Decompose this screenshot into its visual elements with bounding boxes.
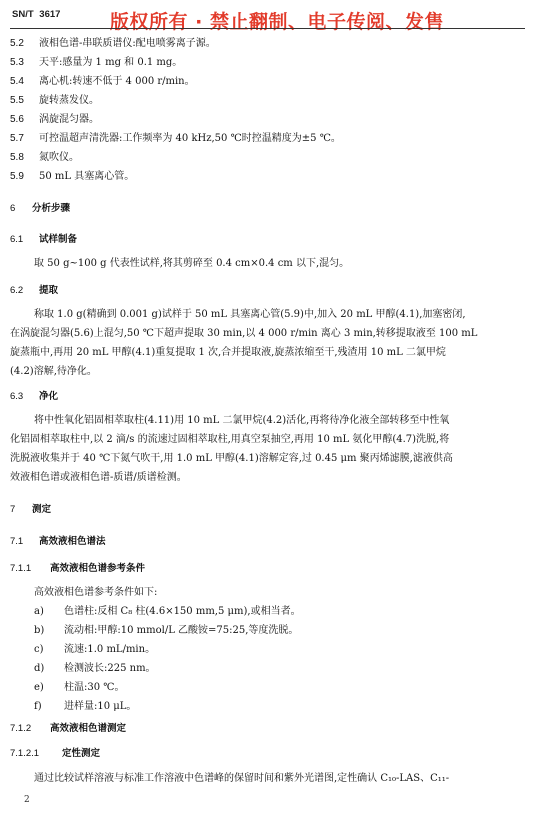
list-item-5-5 [10, 94, 99, 108]
paragraph-6-1: 取 50 g~100 g 代表性试样,将其剪碎至 0.4 cm×0.4 cm 以下,混匀。 [34, 258, 350, 269]
heading-title: 高效液相色谱法 [39, 536, 106, 547]
item-number: 5.5 [10, 95, 24, 106]
heading-title: 净化 [39, 391, 59, 402]
copyright-watermark: 版权所有 · 禁止翻制、电子传阅、发售 [110, 11, 444, 33]
item-text: 可控温超声清洗器:工作频率为 40 kHz,50 ℃时控温精度为±5 ℃。 [39, 133, 341, 144]
heading-7-1-2: 7.1.2 高效液相色谱测定 [10, 723, 127, 734]
heading-6: 6 分析步骤 [10, 203, 71, 214]
page-number: 2 [24, 795, 30, 805]
paragraph-6-2-line2: 在涡旋混匀器(5.6)上混匀,50 ℃下超声提取 30 min,以 4 000 r/min 离心 3 min,转移提取液至 100 mL [10, 328, 478, 339]
heading-7-1: 7.1 高效液相色谱法 [10, 536, 106, 547]
heading-title: 试样制备 [39, 234, 78, 245]
item-number: 5.4 [10, 76, 24, 87]
item-number: 5.3 [10, 57, 24, 68]
item-text: 50 mL 具塞离心管。 [39, 171, 135, 182]
heading-title: 提取 [39, 285, 59, 296]
heading-6-1: 6.1 试样制备 [10, 234, 78, 245]
item-text: 液相色谱-串联质谱仪:配电喷雾离子源。 [39, 38, 216, 49]
paragraph-6-3-line4: 效液相色谱或液相色谱-质谱/质谱检测。 [10, 472, 187, 483]
paragraph-6-2-line3: 旋蒸瓶中,再用 20 mL 甲醇(4.1)重复提取 1 次,合并提取液,旋蒸浓缩至干,残渣用 10 mL 二氯甲烷 [10, 347, 446, 358]
heading-6-3: 6.3 净化 [10, 391, 59, 402]
condition-item-a: a) 色谱柱:反相 C₈ 柱(4.6×150 mm,5 μm),或相当者。 [34, 606, 301, 617]
item-text: 氮吹仪。 [39, 152, 79, 163]
standard-code-header [12, 9, 60, 20]
heading-7-1-2-1: 7.1.2.1 定性测定 [10, 748, 101, 759]
item-number: 5.9 [10, 171, 24, 182]
item-number: 5.7 [10, 133, 24, 144]
standard-number: 3617 [39, 9, 61, 20]
paragraph-6-3-line3: 洗脱液收集并于 40 ℃下氮气吹干,用 1.0 mL 甲醇(4.1)溶解定容,过 0.45 μm 聚丙烯滤膜,滤液供高 [10, 453, 453, 464]
condition-item-e: e) 柱温:30 ℃。 [34, 682, 125, 693]
item-text: 天平:感量为 1 mg 和 0.1 mg。 [39, 57, 183, 68]
list-item-5-8 [10, 151, 79, 165]
condition-item-d: d) 检测波长:225 nm。 [34, 663, 156, 674]
list-item-5-2 [10, 37, 216, 51]
list-item-5-6 [10, 113, 99, 127]
heading-7: 7 测定 [10, 504, 52, 515]
condition-item-b: b) 流动相:甲醇:10 mmol/L 乙酸铵=75:25,等度洗脱。 [34, 625, 299, 636]
item-text: 旋转蒸发仪。 [39, 95, 99, 106]
item-number: 5.2 [10, 38, 24, 49]
condition-item-f: f) 进样量:10 μL。 [34, 701, 137, 712]
list-item-5-3 [10, 56, 182, 70]
heading-title: 定性测定 [62, 748, 101, 759]
condition-item-c: c) 流速:1.0 mL/min。 [34, 644, 156, 655]
conditions-intro: 高效液相色谱参考条件如下: [34, 587, 158, 598]
item-text: 离心机:转速不低于 4 000 r/min。 [39, 76, 195, 87]
heading-title: 高效液相色谱参考条件 [50, 563, 146, 574]
list-item-5-4 [10, 75, 195, 89]
list-item-5-9 [10, 170, 134, 184]
heading-7-1-1: 7.1.1 高效液相色谱参考条件 [10, 563, 146, 574]
paragraph-7-1-2-1: 通过比较试样溶液与标准工作溶液中色谱峰的保留时间和紫外光谱图,定性确认 C₁₀-LAS、C₁₁- [34, 773, 450, 784]
item-text: 涡旋混匀器。 [39, 114, 99, 125]
paragraph-6-3-line2: 化铝固相萃取柱中,以 2 滴/s 的流速过固相萃取柱,用真空泵抽空,再用 10 mL 氨化甲醇(4.7)洗脱,将 [10, 434, 450, 445]
heading-title: 高效液相色谱测定 [50, 723, 127, 734]
heading-6-2: 6.2 提取 [10, 285, 59, 296]
standard-code: SN/T [12, 9, 34, 20]
heading-title: 分析步骤 [32, 203, 71, 214]
paragraph-6-2-line4: (4.2)溶解,待净化。 [10, 366, 97, 377]
header-rule [10, 28, 525, 29]
item-number: 5.8 [10, 152, 24, 163]
paragraph-6-2-line1: 称取 1.0 g(精确到 0.001 g)试样于 50 mL 具塞离心管(5.9)中,加入 20 mL 甲醇(4.1),加塞密闭, [34, 309, 466, 320]
paragraph-6-3-line1: 将中性氧化铝固相萃取柱(4.11)用 10 mL 二氯甲烷(4.2)活化,再将待净化液全部转移至中性氧 [34, 415, 450, 426]
list-item-5-7 [10, 132, 341, 146]
heading-title: 测定 [32, 504, 52, 515]
item-number: 5.6 [10, 114, 24, 125]
